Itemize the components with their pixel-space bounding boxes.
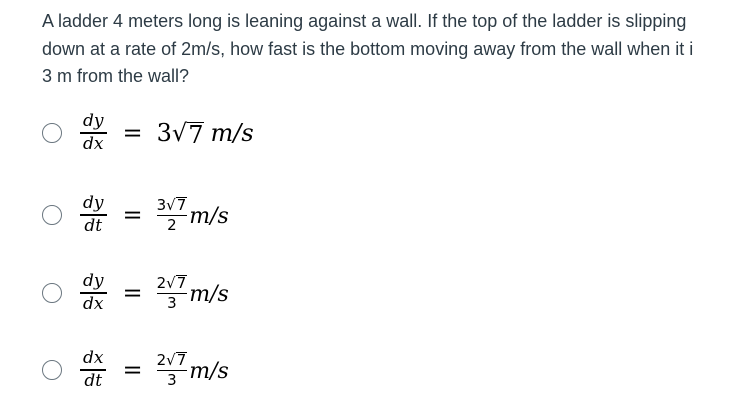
radio-button-icon[interactable] — [42, 205, 62, 225]
answer-expression — [80, 195, 229, 234]
value-numerator — [157, 273, 188, 291]
answer-option-3[interactable] — [42, 263, 229, 323]
radicand: 7 — [176, 273, 187, 292]
derivative-denominator: dt — [84, 215, 103, 236]
radio-button-icon[interactable] — [42, 123, 62, 143]
derivative-numerator: dy — [83, 271, 104, 292]
value-fraction — [157, 195, 188, 233]
derivative-numerator: dy — [83, 193, 104, 214]
derivative-fraction — [80, 195, 107, 234]
unit-label: m/s — [189, 359, 229, 385]
square-root — [166, 195, 187, 213]
square-root — [166, 273, 187, 291]
radio-button-icon[interactable] — [42, 283, 62, 303]
derivative-fraction — [80, 113, 107, 152]
radical-sign: √ — [166, 195, 176, 214]
derivative-numerator: dx — [83, 348, 104, 369]
coefficient: 2 — [156, 273, 167, 292]
derivative-numerator: dy — [83, 111, 104, 132]
answer-expression — [80, 273, 229, 312]
derivative-denominator: dx — [83, 133, 104, 154]
derivative-denominator: dt — [84, 370, 103, 391]
value-denominator: 3 — [167, 294, 177, 313]
equals-sign: = — [122, 200, 143, 229]
radical-sign: √ — [166, 273, 176, 292]
unit-label: m/s — [210, 118, 254, 147]
square-root — [172, 119, 205, 147]
value-fraction — [157, 350, 188, 388]
unit-label: m/s — [189, 204, 229, 230]
answer-expression — [80, 113, 254, 152]
question-line-3: 3 m from the wall? — [42, 66, 190, 86]
derivative-fraction — [80, 273, 107, 312]
value-numerator — [157, 350, 188, 368]
answer-option-2[interactable] — [42, 185, 229, 245]
value-denominator: 2 — [167, 216, 177, 235]
question-text — [42, 8, 745, 91]
unit-label: m/s — [189, 282, 229, 308]
radio-button-icon[interactable] — [42, 360, 62, 380]
radicand: 7 — [176, 350, 187, 369]
equals-sign: = — [122, 278, 143, 307]
coefficient: 3 — [156, 118, 172, 147]
radicand: 7 — [188, 120, 204, 149]
derivative-fraction — [80, 350, 106, 389]
value-denominator: 3 — [167, 371, 177, 390]
coefficient: 2 — [156, 350, 167, 369]
derivative-denominator: dx — [83, 293, 104, 314]
answer-option-1[interactable] — [42, 103, 254, 163]
equals-sign: = — [122, 355, 143, 384]
answer-value — [157, 119, 205, 147]
equals-sign: = — [122, 118, 143, 147]
answer-option-4[interactable] — [42, 340, 229, 400]
answer-expression — [80, 350, 229, 389]
radicand: 7 — [176, 195, 187, 214]
value-fraction — [157, 273, 188, 311]
question-line-2: down at a rate of 2m/s, how fast is the bottom moving away from the wall when it i — [42, 38, 694, 59]
radical-sign: √ — [166, 350, 176, 369]
value-numerator — [157, 195, 188, 213]
radical-sign: √ — [171, 118, 188, 147]
question-line-1: A ladder 4 meters long is leaning against a wall. If the top of the ladder is slipping — [42, 11, 687, 31]
coefficient: 3 — [156, 195, 167, 214]
square-root — [166, 350, 187, 368]
